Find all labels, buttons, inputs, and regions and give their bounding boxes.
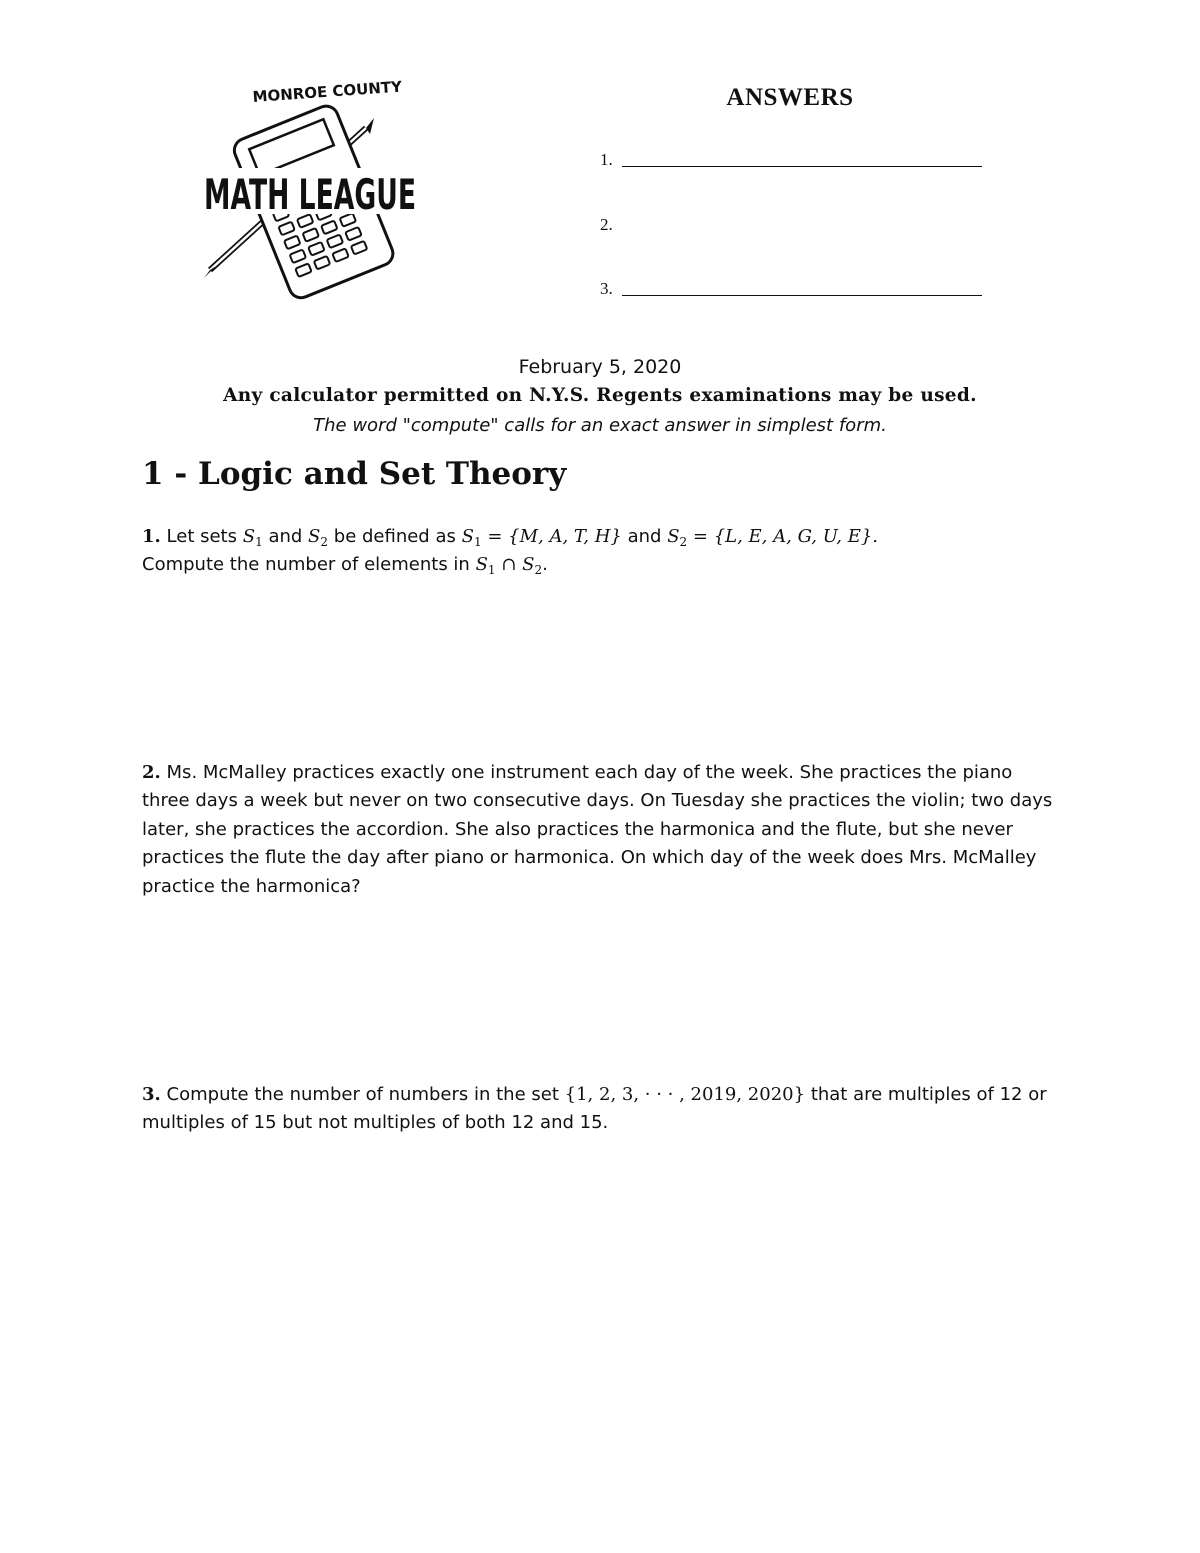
problem-number: 3. <box>142 1084 161 1105</box>
math-set-1: $S_1 = \{M$, A, T, H} <box>461 526 622 549</box>
math-set: {1, 2, 3, · · · , 2019, 2020} <box>564 1084 806 1105</box>
math-symbol: $S_1$ <box>242 526 263 549</box>
exam-date: February 5, 2020 <box>518 356 682 378</box>
compute-note: The word "compute" calls for an exact answer in simplest form. <box>313 415 887 436</box>
math-symbol: $S_2$ <box>308 526 329 549</box>
problem-number: 2. <box>142 762 161 783</box>
problem-number: 1. <box>142 526 161 547</box>
calculator-note: Any calculator permitted on N.Y.S. Regents examinations may be used. <box>223 385 977 406</box>
problem-text: and <box>268 526 303 547</box>
calculator-pencil-icon <box>198 78 423 293</box>
math-set-2: $S_2 = \{L$, E, A, G, U, E}. <box>667 526 879 549</box>
logo-top-text: MONROE COUNTY <box>252 77 403 106</box>
problem-text: Compute the number of elements in <box>142 554 470 576</box>
problem-text: and <box>627 526 662 547</box>
answer-number: 2. <box>600 215 613 234</box>
answer-number: 1. <box>600 150 613 169</box>
problem-1: 1. Let sets $S_1$ and $S_2$ be defined as $S_1 = \{M$, A, T, H} and $S_2 = \{L$, E, A, G, U, E}. Compute the number of elements in $S_1$ ∩ $S_2$. <box>142 526 879 578</box>
problem-text: Compute the number of numbers in the set <box>166 1084 559 1105</box>
logo-main-text: MATH LEAGUE <box>204 170 416 219</box>
answer-line-2[interactable] <box>600 215 985 239</box>
problem-text: that are multiples of 12 or multiples of 15 but not multiples of both 12 and 15. <box>142 1084 1047 1134</box>
answer-blank[interactable] <box>622 166 982 167</box>
math-intersection: $S_1$ ∩ $S_2$ <box>475 554 543 578</box>
answer-number: 3. <box>600 279 613 298</box>
section-title: 1 - Logic and Set Theory <box>142 456 567 492</box>
problem-3 <box>142 1081 1062 1138</box>
problem-text: Let sets <box>166 526 237 547</box>
problem-2 <box>142 759 1062 901</box>
problem-text: Ms. McMalley practices exactly one instrument each day of the week. She practices the piano three days a week but never on two consecutive days. On Tuesday she practices the violin; two days later, she practices the accordion. She also practices the harmonica and the flute, but she never practices the flute the day after piano or harmonica. On which day of the week does Mrs. McMalley practice the harmonica? <box>142 762 1053 897</box>
math-league-logo <box>198 78 423 293</box>
answer-line-3[interactable] <box>600 279 985 303</box>
problem-text: be defined as <box>333 526 456 547</box>
answer-line-1[interactable] <box>600 150 985 174</box>
answers-title: ANSWERS <box>726 84 854 111</box>
answer-blank[interactable] <box>622 295 982 296</box>
